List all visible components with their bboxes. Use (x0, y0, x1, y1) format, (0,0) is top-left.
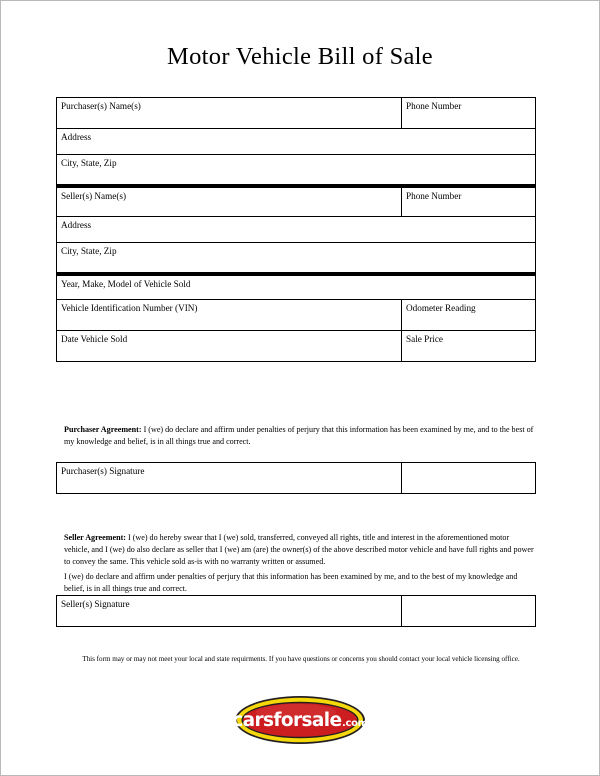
field-seller-signature-date[interactable] (402, 596, 536, 627)
field-vin[interactable]: Vehicle Identification Number (VIN) (57, 300, 402, 331)
field-year-make-model[interactable]: Year, Make, Model of Vehicle Sold (57, 274, 536, 300)
field-purchaser-address[interactable]: Address (57, 129, 536, 155)
table-row-seller-signature (57, 596, 536, 627)
purchaser-agreement-heading: Purchaser Agreement: (64, 425, 142, 435)
field-seller-phone[interactable]: Phone Number (402, 186, 536, 217)
table-row-seller-address (57, 217, 536, 243)
logo-domain-suffix: .com (341, 717, 368, 729)
table-row-date-sold (57, 331, 536, 362)
field-seller-name[interactable]: Seller(s) Name(s) (57, 186, 402, 217)
purchaser-signature-table (56, 462, 536, 494)
field-purchaser-signature-date[interactable] (402, 463, 536, 494)
footer-disclaimer: This form may or may not meet your local and state requirments. If you have questions or concerns you should contact your local vehicle licensing office. (82, 655, 520, 663)
table-row-purchaser-address (57, 129, 536, 155)
field-seller-address[interactable]: Address (57, 217, 536, 243)
field-seller-signature[interactable]: Seller(s) Signature (57, 596, 402, 627)
table-row-purchaser-city (57, 155, 536, 186)
seller-agreement-heading: Seller Agreement: (64, 533, 126, 543)
logo-ellipse-graphic (234, 695, 366, 745)
seller-agreement-body: I (we) do hereby swear that I (we) sold, transferred, conveyed all rights, title and interest in the aforementioned motor vehicle, and I (we) do also declare as seller that I (we) am (are) the owner(s) of the above described motor vehicle and have full rights and power to convey the same. This vehicle sold as-is with no warranty written or assumed. (64, 533, 534, 566)
field-sale-price[interactable]: Sale Price (402, 331, 536, 362)
field-purchaser-name[interactable]: Purchaser(s) Name(s) (57, 98, 402, 129)
seller-agreement-text-secondary: I (we) do declare and affirm under penalties of perjury that this information has been examined by me, and to the best of my knowledge and belief, is in all things true and correct. (64, 572, 518, 593)
page-title: Motor Vehicle Bill of Sale (167, 43, 433, 70)
carsforsale-logo[interactable] (1, 695, 599, 745)
logo-wordmark: carsforsale (232, 709, 342, 731)
purchaser-agreement-body: I (we) do declare and affirm under penalties of perjury that this information has been examined by me, and to the best of my knowledge and belief, is in all things true and correct. (64, 425, 534, 446)
field-odometer-reading[interactable]: Odometer Reading (402, 300, 536, 331)
table-row-purchaser-name (57, 98, 536, 129)
seller-agreement-text (64, 532, 534, 567)
field-purchaser-city-state-zip[interactable]: City, State, Zip (57, 155, 536, 186)
vehicle-bill-of-sale-form-table (56, 97, 536, 362)
field-purchaser-phone[interactable]: Phone Number (402, 98, 536, 129)
table-row-seller-city (57, 243, 536, 274)
field-seller-city-state-zip[interactable]: City, State, Zip (57, 243, 536, 274)
table-row-vin (57, 300, 536, 331)
table-row-seller-name (57, 186, 536, 217)
field-purchaser-signature[interactable]: Purchaser(s) Signature (57, 463, 402, 494)
seller-signature-table (56, 595, 536, 627)
purchaser-agreement-text (64, 424, 534, 447)
table-row-purchaser-signature (57, 463, 536, 494)
table-row-year-make-model (57, 274, 536, 300)
field-date-vehicle-sold[interactable]: Date Vehicle Sold (57, 331, 402, 362)
